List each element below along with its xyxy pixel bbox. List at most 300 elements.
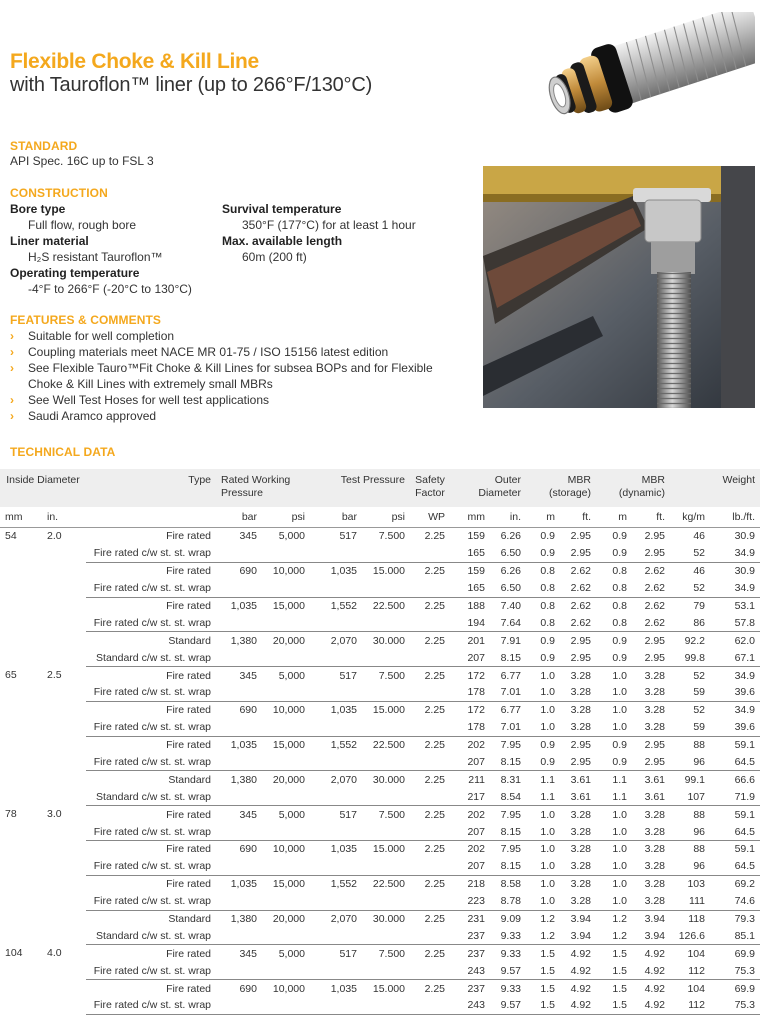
cell-sf xyxy=(410,788,450,805)
cell-md-ft: 4.92 xyxy=(644,982,665,995)
cell-rwp-bar xyxy=(216,649,262,666)
cell-ms-m: 1.0 xyxy=(526,823,560,840)
col-test-pressure: Test Pressure xyxy=(310,469,410,507)
cell-sf: 2.25 xyxy=(424,600,445,612)
cell-md-m: 1.5 xyxy=(612,982,627,995)
cell-md-ft: 2.95 xyxy=(644,530,665,543)
cell-ms-m: 0.8 xyxy=(540,565,555,578)
cell-tp-psi: 30.000 xyxy=(372,913,405,926)
cell-ms-ft: 2.62 xyxy=(570,565,591,578)
chevron-right-icon: › xyxy=(10,329,14,343)
cell-w-lb: 53.1 xyxy=(734,600,755,612)
table-row xyxy=(0,875,760,892)
features-list xyxy=(10,328,450,424)
cell-w-kg: 86 xyxy=(670,614,710,631)
cell-od-in: 7.95 xyxy=(500,739,521,752)
cell-type: Standard xyxy=(168,773,211,786)
cell-sf: 2.25 xyxy=(424,878,445,891)
cell-tp-psi xyxy=(362,823,410,840)
cell-w-kg: 111 xyxy=(670,893,710,910)
cell-ms-m: 1.0 xyxy=(540,878,555,891)
cell-w-lb: 34.9 xyxy=(734,669,755,682)
cell-md-ft: 3.28 xyxy=(632,893,670,910)
table-row xyxy=(0,667,760,684)
cell-ms-ft: 3.28 xyxy=(560,893,596,910)
cell-od-mm: 172 xyxy=(467,669,485,682)
cell-od-mm: 207 xyxy=(450,754,490,771)
cell-od-in: 6.50 xyxy=(490,545,526,562)
cell-od-in: 9.57 xyxy=(490,997,526,1014)
cell-tp-bar xyxy=(310,649,362,666)
cell-tp-psi xyxy=(362,649,410,666)
cell-ms-ft: 2.62 xyxy=(560,580,596,597)
cell-sf xyxy=(410,962,450,979)
cell-tp-bar xyxy=(310,684,362,701)
cell-rwp-psi xyxy=(262,962,310,979)
table-row xyxy=(0,632,760,649)
table-row xyxy=(0,754,760,771)
cell-od-mm: 165 xyxy=(450,545,490,562)
cell-ms-m: 0.9 xyxy=(526,649,560,666)
cell-type: Fire rated c/w st. st. wrap xyxy=(86,614,216,631)
cell-w-kg: 88 xyxy=(693,739,705,752)
cell-rwp-bar xyxy=(216,893,262,910)
cell-od-mm: 202 xyxy=(467,739,485,752)
cell-rwp-bar: 1,380 xyxy=(230,773,257,786)
cell-md-ft: 4.92 xyxy=(632,962,670,979)
cell-od-in: 9.33 xyxy=(500,947,521,960)
cell-md-ft: 3.28 xyxy=(644,808,665,821)
cell-ms-ft: 2.95 xyxy=(560,754,596,771)
cell-type: Fire rated xyxy=(166,565,211,578)
cell-md-m: 1.5 xyxy=(596,997,632,1014)
cell-tp-bar: 1,035 xyxy=(330,565,357,578)
operating-temperature-label: Operating temperature xyxy=(10,266,140,280)
features-heading: FEATURES & COMMENTS xyxy=(10,313,162,327)
cell-sf: 2.25 xyxy=(424,739,445,752)
feature-item: › Suitable for well completion xyxy=(10,329,175,343)
max-length-value: 60m (200 ft) xyxy=(242,250,307,264)
cell-md-m: 1.0 xyxy=(612,808,627,821)
cell-w-lb: 57.8 xyxy=(710,614,760,631)
cell-w-lb: 34.9 xyxy=(734,704,755,717)
cell-md-m: 0.8 xyxy=(596,614,632,631)
cell-od-in: 7.01 xyxy=(490,684,526,701)
cell-rwp-bar xyxy=(216,614,262,631)
cell-od-mm: 237 xyxy=(467,982,485,995)
cell-w-lb: 69.9 xyxy=(734,982,755,995)
cell-rwp-bar: 690 xyxy=(239,843,257,856)
cell-tp-bar xyxy=(310,927,362,944)
cell-w-kg: 46 xyxy=(693,530,705,543)
cell-od-in: 6.77 xyxy=(500,704,521,717)
unit-label: bar xyxy=(216,507,262,528)
table-row xyxy=(0,649,760,666)
inside-diameter-in: 2.0 xyxy=(47,530,62,542)
cell-md-ft: 3.28 xyxy=(644,704,665,717)
cell-ms-m: 0.9 xyxy=(540,739,555,752)
cell-tp-psi: 7.500 xyxy=(378,669,405,682)
cell-rwp-bar xyxy=(216,927,262,944)
cell-sf: 2.25 xyxy=(424,634,445,647)
cell-sf: 2.25 xyxy=(424,669,445,682)
cell-od-mm: 207 xyxy=(450,823,490,840)
cell-w-kg: 104 xyxy=(687,982,705,995)
cell-rwp-psi xyxy=(262,719,310,736)
cell-sf xyxy=(410,927,450,944)
cell-rwp-bar xyxy=(216,719,262,736)
table-row xyxy=(0,736,760,753)
cell-type: Fire rated c/w st. st. wrap xyxy=(86,684,216,701)
cell-w-lb: 59.1 xyxy=(734,739,755,752)
cell-od-in: 9.33 xyxy=(490,927,526,944)
chevron-right-icon: › xyxy=(10,345,14,359)
cell-ms-ft: 3.28 xyxy=(570,669,591,682)
cell-md-ft: 3.94 xyxy=(632,927,670,944)
table-row xyxy=(0,771,760,788)
cell-w-lb: 69.9 xyxy=(734,947,755,960)
cell-tp-bar xyxy=(310,614,362,631)
cell-ms-m: 0.9 xyxy=(540,634,555,647)
cell-md-m: 1.0 xyxy=(596,858,632,875)
cell-od-in: 7.95 xyxy=(500,843,521,856)
cell-rwp-psi xyxy=(262,823,310,840)
cell-w-lb: 59.1 xyxy=(734,808,755,821)
cell-md-m: 1.0 xyxy=(596,684,632,701)
cell-md-m: 0.9 xyxy=(612,530,627,543)
cell-tp-psi xyxy=(362,788,410,805)
technical-data-body xyxy=(0,528,760,1015)
cell-ms-ft: 3.94 xyxy=(570,913,591,926)
table-row xyxy=(0,545,760,562)
cell-rwp-bar: 1,380 xyxy=(230,634,257,647)
unit-label: in. xyxy=(490,507,526,528)
cell-ms-m: 1.1 xyxy=(526,788,560,805)
cell-w-lb: 34.9 xyxy=(710,580,760,597)
cell-md-m: 1.0 xyxy=(596,823,632,840)
operating-temperature-value: -4°F to 266°F (-20°C to 130°C) xyxy=(28,282,192,296)
chevron-right-icon: › xyxy=(10,393,14,407)
cell-od-mm: 223 xyxy=(450,893,490,910)
cell-md-m: 1.0 xyxy=(612,704,627,717)
unit-label: mm xyxy=(0,507,42,528)
cell-type: Fire rated xyxy=(166,947,211,960)
cell-type: Fire rated xyxy=(166,530,211,543)
cell-rwp-psi xyxy=(262,545,310,562)
cell-tp-bar: 1,035 xyxy=(330,982,357,995)
cell-md-ft: 2.95 xyxy=(632,545,670,562)
cell-md-m: 1.5 xyxy=(612,947,627,960)
cell-w-kg: 112 xyxy=(670,997,710,1014)
cell-rwp-psi: 15,000 xyxy=(272,739,305,752)
cell-tp-bar: 2,070 xyxy=(330,913,357,926)
feature-item: › Coupling materials meet NACE MR 01-75 / ISO 15156 latest edition xyxy=(10,345,389,359)
cell-rwp-psi xyxy=(262,580,310,597)
cell-rwp-bar: 690 xyxy=(239,704,257,717)
cell-type: Fire rated xyxy=(166,739,211,752)
cell-rwp-bar xyxy=(216,580,262,597)
cell-od-in: 6.77 xyxy=(500,669,521,682)
cell-od-mm: 243 xyxy=(450,997,490,1014)
cell-ms-ft: 3.28 xyxy=(570,878,591,891)
cell-w-kg: 103 xyxy=(687,878,705,891)
cell-w-kg: 52 xyxy=(670,545,710,562)
cell-w-lb: 69.2 xyxy=(734,878,755,891)
cell-rwp-bar xyxy=(216,754,262,771)
cell-ms-ft: 3.94 xyxy=(560,927,596,944)
cell-od-in: 7.91 xyxy=(500,634,521,647)
cell-md-m: 1.0 xyxy=(612,843,627,856)
survival-temperature-value: 350°F (177°C) for at least 1 hour xyxy=(242,218,416,232)
cell-ms-m: 0.9 xyxy=(526,545,560,562)
table-row xyxy=(0,701,760,718)
cell-rwp-bar xyxy=(216,684,262,701)
cell-ms-ft: 2.62 xyxy=(570,600,591,612)
cell-od-mm: 159 xyxy=(467,530,485,543)
cell-rwp-bar: 345 xyxy=(239,947,257,960)
cell-rwp-bar xyxy=(216,858,262,875)
cell-od-in: 9.33 xyxy=(500,982,521,995)
cell-ms-ft: 2.95 xyxy=(570,634,591,647)
cell-md-m: 0.9 xyxy=(612,739,627,752)
cell-od-in: 8.78 xyxy=(490,893,526,910)
cell-ms-m: 1.2 xyxy=(526,927,560,944)
col-mbr-storage: MBR (storage) xyxy=(526,469,596,507)
cell-ms-ft: 3.28 xyxy=(570,704,591,717)
unit-label: ft. xyxy=(560,507,596,528)
cell-sf xyxy=(410,614,450,631)
col-weight: Weight xyxy=(670,469,760,507)
cell-type: Standard c/w st. st. wrap xyxy=(86,927,216,944)
table-row xyxy=(0,684,760,701)
cell-md-m: 0.8 xyxy=(612,565,627,578)
cell-ms-m: 1.0 xyxy=(540,704,555,717)
table-row xyxy=(0,927,760,944)
table-row xyxy=(0,528,760,545)
cell-md-ft: 3.28 xyxy=(644,843,665,856)
cell-od-mm: 207 xyxy=(450,649,490,666)
cell-tp-psi xyxy=(362,580,410,597)
cell-w-lb: 64.5 xyxy=(710,754,760,771)
cell-tp-bar: 1,552 xyxy=(330,878,357,891)
cell-sf: 2.25 xyxy=(424,565,445,578)
cell-tp-bar: 2,070 xyxy=(330,773,357,786)
cell-md-ft: 3.94 xyxy=(644,913,665,926)
cell-od-mm: 237 xyxy=(467,947,485,960)
liner-material-label: Liner material xyxy=(10,234,89,248)
cell-rwp-psi: 20,000 xyxy=(272,634,305,647)
table-row xyxy=(0,597,760,614)
cell-md-m: 1.1 xyxy=(596,788,632,805)
cell-od-in: 8.15 xyxy=(490,649,526,666)
cell-type: Fire rated xyxy=(166,808,211,821)
cell-md-m: 0.9 xyxy=(596,754,632,771)
bore-type-value: Full flow, rough bore xyxy=(28,218,137,232)
cell-w-kg: 126.6 xyxy=(670,927,710,944)
cell-od-mm: 159 xyxy=(467,565,485,578)
cell-rwp-psi xyxy=(262,684,310,701)
cell-ms-ft: 2.95 xyxy=(560,649,596,666)
cell-w-kg: 52 xyxy=(693,669,705,682)
inside-diameter-mm: 104 xyxy=(5,946,23,959)
cell-rwp-psi: 10,000 xyxy=(272,704,305,717)
cell-tp-bar: 1,552 xyxy=(330,739,357,752)
cell-w-kg: 59 xyxy=(670,719,710,736)
cell-type: Fire rated c/w st. st. wrap xyxy=(86,823,216,840)
cell-type: Fire rated c/w st. st. wrap xyxy=(86,858,216,875)
cell-ms-ft: 3.28 xyxy=(560,684,596,701)
cell-md-m: 0.9 xyxy=(596,649,632,666)
unit-label: ft. xyxy=(632,507,670,528)
bore-type-label: Bore type xyxy=(10,202,66,216)
cell-rwp-bar xyxy=(216,962,262,979)
cell-od-in: 8.54 xyxy=(490,788,526,805)
cell-w-lb: 67.1 xyxy=(710,649,760,666)
cell-od-in: 8.15 xyxy=(490,754,526,771)
cell-w-kg: 52 xyxy=(693,704,705,717)
cell-od-in: 8.58 xyxy=(500,878,521,891)
cell-rwp-psi: 5,000 xyxy=(278,669,305,682)
cell-md-ft: 4.92 xyxy=(644,947,665,960)
cell-w-kg: 99.8 xyxy=(670,649,710,666)
cell-od-in: 6.26 xyxy=(500,530,521,543)
cell-sf: 2.25 xyxy=(424,982,445,995)
cell-ms-ft: 4.92 xyxy=(570,982,591,995)
cell-od-in: 7.01 xyxy=(490,719,526,736)
cell-md-ft: 2.95 xyxy=(644,739,665,752)
cell-rwp-psi: 5,000 xyxy=(278,808,305,821)
cell-md-m: 0.8 xyxy=(612,600,627,612)
cell-w-lb: 39.6 xyxy=(710,684,760,701)
cell-w-lb: 75.3 xyxy=(710,962,760,979)
cell-sf xyxy=(410,649,450,666)
cell-ms-ft: 3.28 xyxy=(570,808,591,821)
cell-tp-bar xyxy=(310,754,362,771)
cell-od-in: 8.31 xyxy=(500,773,521,786)
cell-rwp-psi xyxy=(262,927,310,944)
hose-cutaway-image xyxy=(545,12,755,120)
feature-item: › See Well Test Hoses for well test applications xyxy=(10,393,270,407)
cell-rwp-psi: 10,000 xyxy=(272,565,305,578)
cell-ms-m: 1.0 xyxy=(526,858,560,875)
cell-sf xyxy=(410,893,450,910)
technical-data-heading: TECHNICAL DATA xyxy=(10,445,116,459)
cell-ms-m: 0.8 xyxy=(526,580,560,597)
cell-tp-psi: 30.000 xyxy=(372,773,405,786)
cell-md-m: 1.5 xyxy=(596,962,632,979)
cell-ms-ft: 3.28 xyxy=(570,843,591,856)
cell-ms-m: 1.5 xyxy=(540,982,555,995)
unit-label: mm xyxy=(450,507,490,528)
unit-label: psi xyxy=(262,507,310,528)
cell-tp-psi xyxy=(362,545,410,562)
cell-tp-psi: 7.500 xyxy=(378,530,405,543)
cell-od-in: 6.50 xyxy=(490,580,526,597)
cell-ms-ft: 3.28 xyxy=(560,719,596,736)
cell-od-in: 7.64 xyxy=(490,614,526,631)
cell-w-kg: 96 xyxy=(670,754,710,771)
cell-rwp-bar: 1,035 xyxy=(230,600,257,612)
chevron-right-icon: › xyxy=(10,361,14,375)
cell-od-mm: 201 xyxy=(467,634,485,647)
cell-w-kg: 88 xyxy=(693,808,705,821)
cell-w-lb: 71.9 xyxy=(710,788,760,805)
cell-tp-bar xyxy=(310,893,362,910)
cell-tp-bar: 517 xyxy=(339,669,357,682)
cell-ms-m: 1.0 xyxy=(526,719,560,736)
cell-tp-psi xyxy=(362,614,410,631)
cell-md-ft: 2.62 xyxy=(632,614,670,631)
cell-type: Fire rated xyxy=(166,600,211,612)
cell-rwp-psi xyxy=(262,754,310,771)
cell-ms-ft: 4.92 xyxy=(560,962,596,979)
cell-tp-bar: 2,070 xyxy=(330,634,357,647)
cell-md-ft: 2.62 xyxy=(632,580,670,597)
cell-tp-psi xyxy=(362,893,410,910)
cell-sf: 2.25 xyxy=(424,843,445,856)
cell-md-ft: 2.62 xyxy=(644,600,665,612)
cell-w-kg: 96 xyxy=(670,823,710,840)
cell-sf: 2.25 xyxy=(424,913,445,926)
cell-md-ft: 3.28 xyxy=(632,719,670,736)
cell-ms-m: 1.5 xyxy=(526,997,560,1014)
cell-tp-bar xyxy=(310,997,362,1014)
cell-od-mm: 218 xyxy=(467,878,485,891)
cell-w-kg: 112 xyxy=(670,962,710,979)
cell-w-lb: 66.6 xyxy=(734,773,755,786)
cell-od-mm: 202 xyxy=(467,843,485,856)
table-row xyxy=(0,910,760,927)
cell-w-lb: 85.1 xyxy=(710,927,760,944)
cell-rwp-psi: 15,000 xyxy=(272,878,305,891)
cell-w-lb: 39.6 xyxy=(710,719,760,736)
max-length-label: Max. available length xyxy=(222,234,343,248)
technical-data-table xyxy=(0,469,760,1015)
cell-rwp-bar xyxy=(216,788,262,805)
inside-diameter-mm: 65 xyxy=(5,668,17,681)
table-row xyxy=(0,806,760,823)
cell-sf xyxy=(410,684,450,701)
cell-rwp-bar xyxy=(216,545,262,562)
cell-type: Standard c/w st. st. wrap xyxy=(86,788,216,805)
inside-diameter-in: 2.5 xyxy=(47,668,62,681)
unit-label: lb./ft. xyxy=(710,507,760,528)
cell-tp-psi xyxy=(362,927,410,944)
cell-od-mm: 243 xyxy=(450,962,490,979)
cell-md-m: 0.8 xyxy=(596,580,632,597)
col-inside-diameter: Inside Diameter xyxy=(0,469,86,507)
cell-w-kg: 107 xyxy=(670,788,710,805)
cell-rwp-psi: 15,000 xyxy=(272,600,305,612)
cell-w-kg: 88 xyxy=(693,843,705,856)
cell-tp-psi: 15.000 xyxy=(372,704,405,717)
inside-diameter-in: 4.0 xyxy=(47,946,62,959)
cell-w-lb: 62.0 xyxy=(734,634,755,647)
cell-md-ft: 2.95 xyxy=(632,754,670,771)
col-mbr-dynamic: MBR (dynamic) xyxy=(596,469,670,507)
cell-rwp-bar xyxy=(216,997,262,1014)
cell-md-ft: 3.28 xyxy=(632,858,670,875)
cell-rwp-psi: 20,000 xyxy=(272,913,305,926)
table-row xyxy=(0,997,760,1014)
inside-diameter-mm: 54 xyxy=(5,530,17,542)
cell-sf: 2.25 xyxy=(424,530,445,543)
cell-tp-bar xyxy=(310,788,362,805)
cell-sf xyxy=(410,997,450,1014)
table-row xyxy=(0,980,760,997)
cell-w-kg: 52 xyxy=(670,580,710,597)
cell-od-in: 8.15 xyxy=(490,858,526,875)
